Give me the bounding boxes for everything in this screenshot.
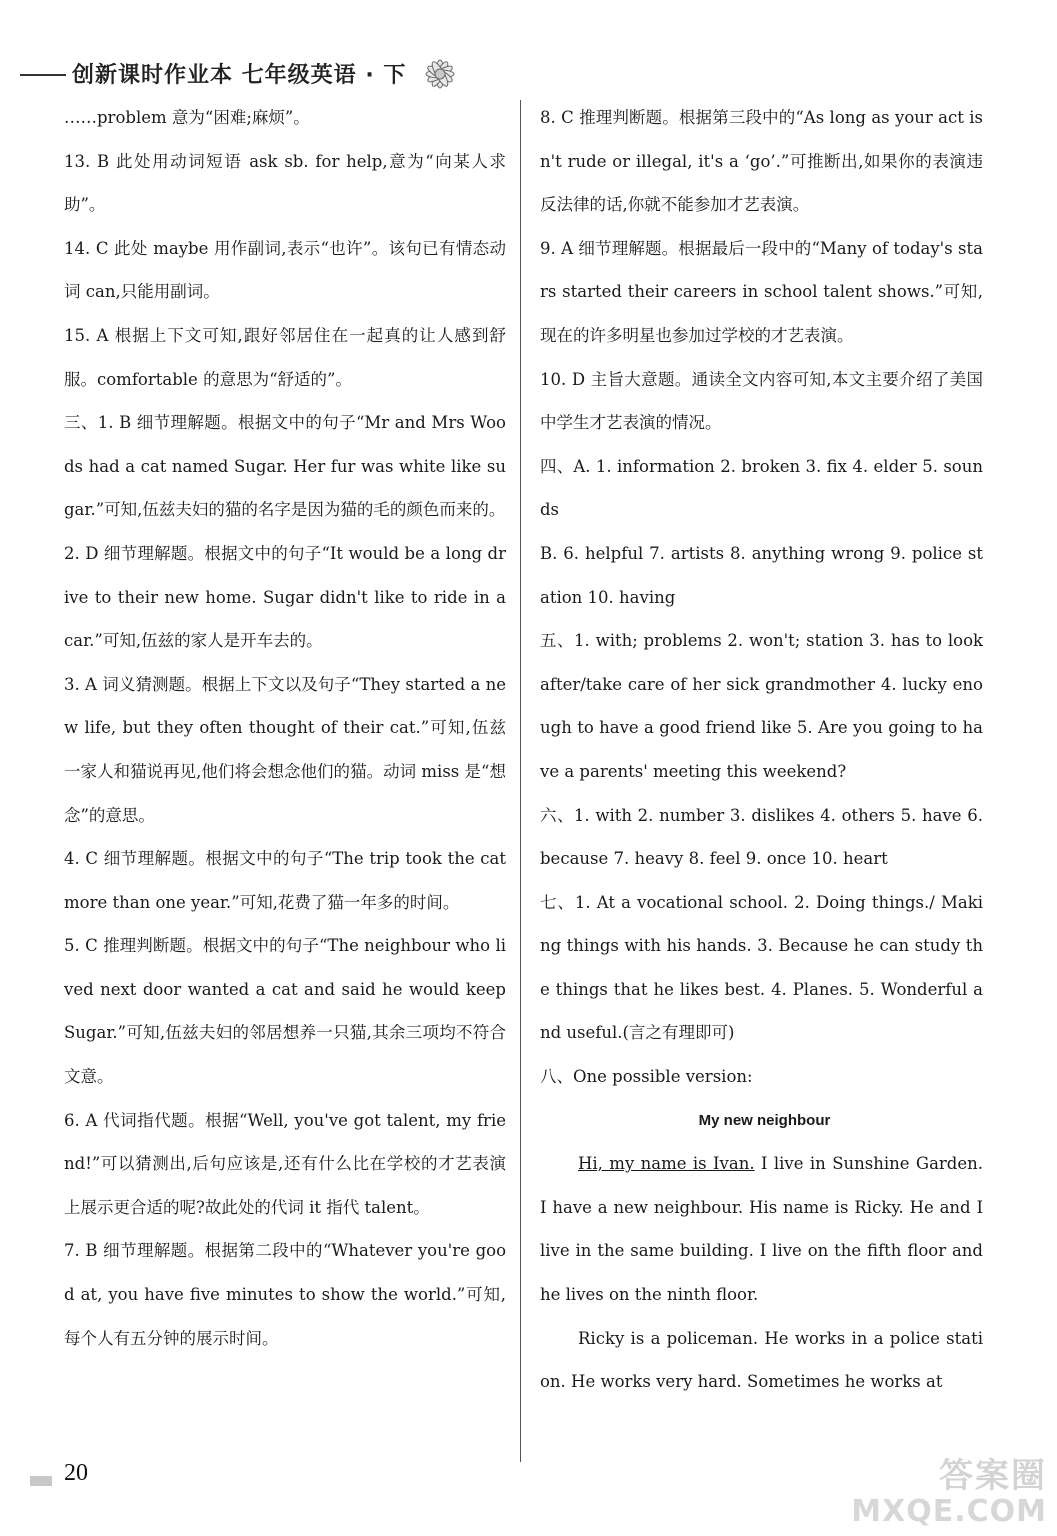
section-4a: 四、A. 1. information 2. broken 3. fix 4. elder 5. sounds [540,456,983,520]
answer-3-4: 4. C 细节理解题。根据文中的句子“The trip took the cat more than one year.”可知,花费了猫一年多的时间。 [64,849,506,912]
column-divider [520,100,521,1462]
left-column [64,96,506,1360]
answer-3-9: 9. A 细节理解题。根据最后一段中的“Many of today's stars started their careers in school talent shows.”可知,现在的许多明星也参加过学校的才艺表演。 [540,238,983,345]
answer-3-7: 7. B 细节理解题。根据第二段中的“Whatever you're good at, you have five minutes to show the world.”可知,每个人有五分钟的展示时间。 [64,1241,506,1348]
page-arrow-icon [30,1476,52,1486]
answer-3-1: 三、1. B 细节理解题。根据文中的句子“Mr and Mrs Woods had a cat named Sugar. Her fur was white like sugar.”可知,伍兹夫妇的猫的名字是因为猫的毛的颜色而来的。 [64,413,506,520]
flower-icon [418,52,462,96]
answer-3-8: 8. C 推理判断题。根据第三段中的“As long as your act isn't rude or illegal, it's a ‘go’.”可推断出,如果你的表演违反法律的话,你就不能参加才艺表演。 [540,108,983,215]
essay-paragraph-2: Ricky is a policeman. He works in a police station. He works very hard. Sometimes he works at [540,1328,983,1392]
answer-3-5: 5. C 推理判断题。根据文中的句子“The neighbour who lived next door wanted a cat and said he would keep Sugar.”可知,伍兹夫妇的邻居想养一只猫,其余三项均不符合文意。 [64,936,506,1087]
section-5: 五、1. with; problems 2. won't; station 3. has to look after/take care of her sick grandmother 4. lucky enough to have a good friend like 5. Are you going to have a parents' meeting this weekend? [540,631,983,781]
answer-15: 15. A 根据上下文可知,跟好邻居住在一起真的让人感到舒服。comfortable 的意思为“舒适的”。 [64,325,506,389]
essay-paragraph-1 [540,1142,983,1316]
essay-opening-underlined: Hi, my name is Ivan. [578,1154,755,1174]
page-number: 20 [64,1460,88,1486]
watermark [851,1448,1055,1534]
watermark-url: MXQE.COM [851,1494,1047,1529]
essay-p1-text: I live in Sunshine Garden. I have a new neighbour. His name is Ricky. He and I live in the same building. I live on the fifth floor and he lives on the ninth floor. [540,1154,983,1305]
answer-3-3: 3. A 词义猜测题。根据上下文以及句子“They started a new life, but they often thought of their cat.”可知,伍兹一家人和猫说再见,他们将会想念他们的猫。动词 miss 是“想念”的意思。 [64,674,506,825]
essay-title: My new neighbour [698,1111,831,1129]
section-4b: B. 6. helpful 7. artists 8. anything wrong 9. police station 10. having [540,543,983,607]
section-6: 六、1. with 2. number 3. dislikes 4. others 5. have 6. because 7. heavy 8. feel 9. once 10. heart [540,805,983,869]
answer-3-2: 2. D 细节理解题。根据文中的句子“It would be a long drive to their new home. Sugar didn't like to ride in a car.”可知,伍兹的家人是开车去的。 [64,543,506,651]
page-footer [30,1460,150,1496]
answer-3-6: 6. A 代词指代题。根据“Well, you've got talent, my friend!”可以猜测出,后句应该是,还有什么比在学校的才艺表演上展示更合适的呢?故此处的代词 it 指代 talent。 [64,1110,506,1217]
page-header [20,52,460,96]
answer-13: 13. B 此处用动词短语 ask sb. for help,意为“向某人求助”。 [64,151,506,215]
header-rule [20,74,66,76]
answer-14: 14. C 此处 maybe 用作副词,表示“也许”。该句已有情态动词 can,只能用副词。 [64,238,506,302]
book-title: 创新课时作业本 七年级英语 · 下 [72,63,407,88]
watermark-logo: 答案圈 [939,1456,1047,1496]
section-8: 八、One possible version: [540,1067,753,1087]
right-column [540,96,983,1404]
answer-line: ……problem 意为“困难;麻烦”。 [64,108,310,127]
answer-3-10: 10. D 主旨大意题。通读全文内容可知,本文主要介绍了美国中学生才艺表演的情况。 [540,369,983,433]
section-7: 七、1. At a vocational school. 2. Doing things./ Making things with his hands. 3. Because he can study the things that he likes best. 4. Planes. 5. Wonderful and useful.(言之有理即可) [540,892,983,1043]
